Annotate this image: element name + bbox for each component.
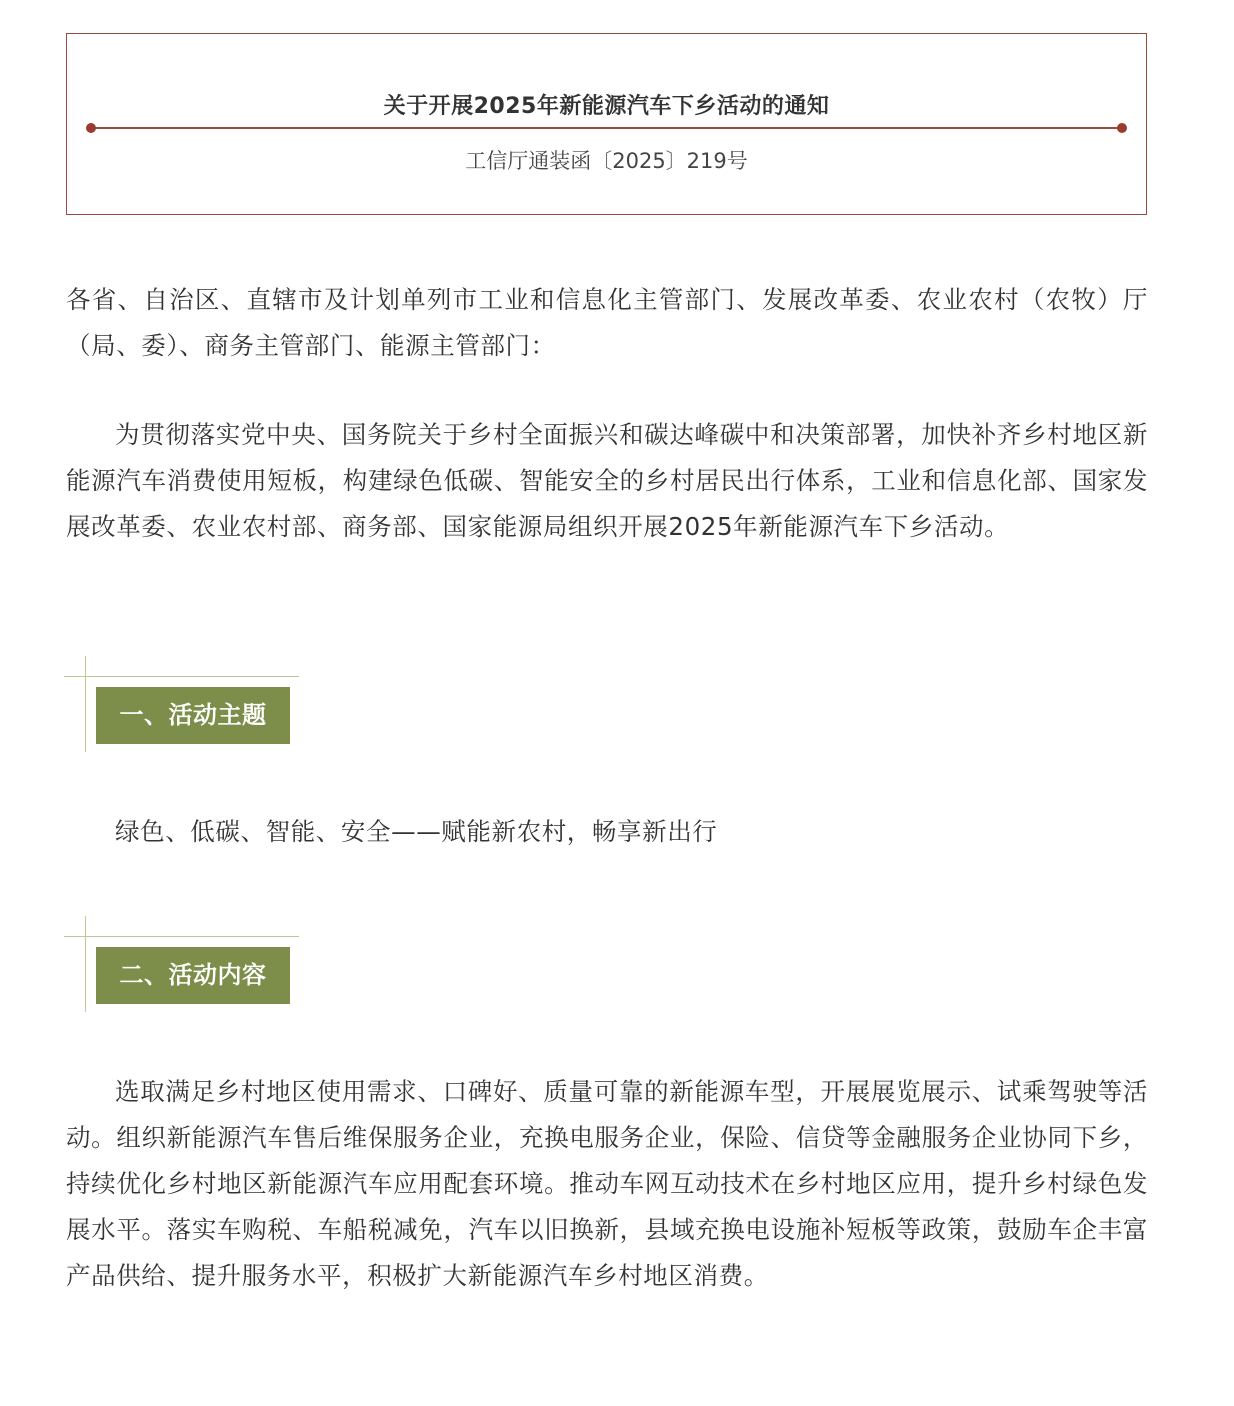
section-rule-horizontal — [64, 676, 299, 677]
divider-dot-right — [1117, 123, 1127, 133]
title-divider — [91, 127, 1122, 129]
content-paragraph: 选取满足乡村地区使用需求、口碑好、质量可靠的新能源车型，开展展览展示、试乘驾驶等活动。组织新能源汽车售后维保服务企业，充换电服务企业，保险、信贷等金融服务企业协同下乡，持续优化乡村地区新能源汽车应用配套环境。推动车网互动技术在乡村地区应用，提升乡村绿色发展水平。落实车购税、车船税减免，汽车以旧换新，县域充换电设施补短板等政策，鼓励车企丰富产品供给、提升服务水平，积极扩大新能源汽车乡村地区消费。 — [66, 1077, 1148, 1290]
theme-paragraph: 绿色、低碳、智能、安全——赋能新农村，畅享新出行 — [115, 817, 718, 846]
intro-paragraph: 为贯彻落实党中央、国务院关于乡村全面振兴和碳达峰碳中和决策部署，加快补齐乡村地区新能源汽车消费使用短板，构建绿色低碳、智能安全的乡村居民出行体系，工业和信息化部、国家发展改革委、农业农村部、商务部、国家能源局组织开展2025年新能源汽车下乡活动。 — [66, 420, 1148, 541]
section-heading-content — [64, 916, 304, 1016]
addressees-paragraph: 各省、自治区、直辖市及计划单列市工业和信息化主管部门、发展改革委、农业农村（农牧）厅（局、委）、商务主管部门、能源主管部门： — [66, 285, 1148, 360]
section-rule-horizontal — [64, 936, 299, 937]
section-rule-vertical — [85, 656, 86, 752]
section-badge: 一、活动主题 — [96, 687, 290, 744]
section-badge: 二、活动内容 — [96, 947, 290, 1004]
section-heading-theme — [64, 656, 304, 756]
notice-header — [66, 33, 1147, 215]
section-rule-vertical — [85, 916, 86, 1012]
document-number: 工信厅通装函〔2025〕219号 — [465, 149, 748, 173]
notice-title: 关于开展2025年新能源汽车下乡活动的通知 — [383, 94, 830, 119]
divider-dot-left — [86, 123, 96, 133]
